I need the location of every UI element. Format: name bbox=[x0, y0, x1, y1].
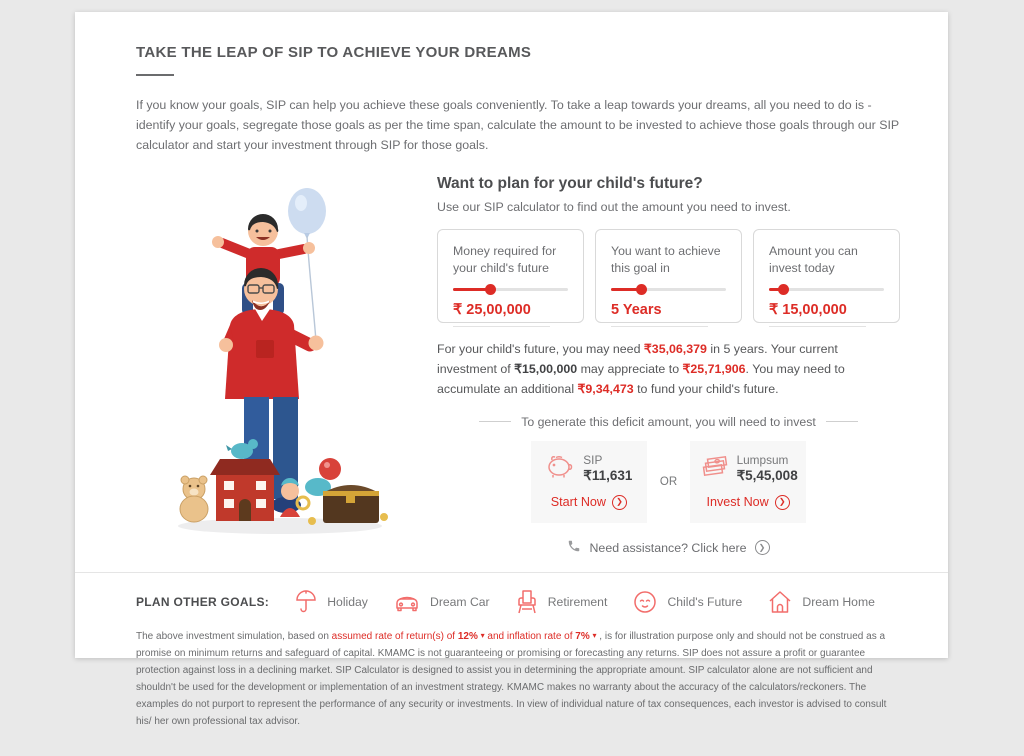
sip-calculator-panel bbox=[75, 12, 948, 728]
appreciated-amount: ₹25,71,906 bbox=[682, 362, 746, 377]
slider-card-money-required bbox=[437, 229, 584, 323]
slider-card-invest-today bbox=[753, 229, 900, 323]
arrow-right-icon: ❯ bbox=[755, 540, 770, 555]
phone-icon bbox=[567, 539, 581, 556]
disclaimer-text: The above investment simulation, based on assumed rate of return(s) of 12% ▾ and inflation rate of 7% ▾ , is for illustration purpose only and should not be construed as a promise on minimum returns and safeguard of capital. KMAMC is not guaranteeing or promising or forecasting any returns. SIP does not assure a profit or guarantee protection against loss in a declining market. SIP Calculator is designed to assist you in determining the appropriate amount. SIP calculator alone are not sufficient and shouldn't be used for the development or implementation of an investment strategy. KMAMC makes no warranty about the accuracy of the calculators/reckoners. The examples do not purport to represent the performance of any security or investments. In view of individual nature of tax consequences, each investor is advised to consult his/ her own professional tax advisor. bbox=[136, 631, 887, 728]
plan-other-goals-label: PLAN OTHER GOALS: bbox=[136, 595, 270, 610]
slider-handle[interactable] bbox=[636, 284, 647, 295]
goal-item-retirement[interactable] bbox=[515, 588, 608, 616]
divider-line bbox=[826, 421, 858, 422]
lumpsum-amount: ₹5,45,008 bbox=[736, 467, 798, 483]
home-icon bbox=[767, 589, 793, 615]
slider-label: Money required for your child's future bbox=[453, 244, 557, 276]
family-illustration bbox=[136, 169, 437, 556]
page-title: TAKE THE LEAP OF SIP TO ACHIEVE YOUR DREAMS bbox=[136, 44, 532, 61]
invest-today-slider[interactable] bbox=[769, 288, 884, 291]
child-face-icon bbox=[632, 589, 658, 615]
piggy-bank-icon bbox=[545, 453, 575, 484]
goal-years-value[interactable]: 5 Years bbox=[611, 302, 708, 327]
money-required-slider[interactable] bbox=[453, 288, 568, 291]
slider-handle[interactable] bbox=[485, 284, 496, 295]
sip-option-box bbox=[531, 441, 647, 524]
invest-options-row bbox=[437, 441, 900, 524]
inflation-rate-dropdown[interactable]: and inflation rate of 7% ▾ bbox=[484, 631, 597, 643]
goal-label: Dream Home bbox=[802, 595, 875, 610]
goal-item-dream-home[interactable] bbox=[767, 589, 874, 615]
arrow-right-icon: ❯ bbox=[612, 495, 627, 510]
cash-stack-icon bbox=[699, 453, 729, 484]
rate-of-return-dropdown[interactable]: assumed rate of return(s) of 12% ▾ bbox=[331, 631, 485, 643]
calculator-heading: Want to plan for your child's future? bbox=[437, 175, 703, 193]
intro-paragraph: If you know your goals, SIP can help you achieve these goals conveniently. To take a leap towards your dreams, all you need to do is - identify your goals, segregate those goals as per the time span, calculate the amount to be invested to achieve those goals through our SIP calculator and start your investment through SIP for those goals. bbox=[136, 98, 899, 153]
additional-amount: ₹9,34,473 bbox=[577, 381, 634, 396]
plan-other-goals-row bbox=[75, 573, 948, 620]
sip-amount: ₹11,631 bbox=[583, 467, 633, 483]
goal-item-dream-car[interactable] bbox=[393, 589, 490, 615]
invest-today-value[interactable]: ₹ 15,00,000 bbox=[769, 302, 866, 327]
slider-label: You want to achieve this goal in bbox=[611, 244, 721, 276]
arrow-right-icon: ❯ bbox=[775, 495, 790, 510]
assistance-label: Need assistance? Click here bbox=[589, 540, 747, 555]
result-summary: For your child's future, you may need ₹35,06,379 in 5 years. Your current investment of ₹15,00,000 may appreciate to ₹25,71,906. You may need to accumulate an additional ₹9,34,473 to fund your child's future. bbox=[437, 342, 845, 396]
armchair-icon bbox=[515, 588, 539, 616]
lumpsum-label: Lumpsum bbox=[736, 452, 789, 467]
chevron-down-icon: ▾ bbox=[480, 631, 485, 641]
slider-label: Amount you can invest today bbox=[769, 244, 858, 276]
money-required-value[interactable]: ₹ 25,00,000 bbox=[453, 302, 550, 327]
goal-label: Retirement bbox=[547, 595, 608, 610]
title-underline bbox=[136, 74, 174, 76]
slider-cards-row bbox=[437, 229, 900, 323]
goal-label: Dream Car bbox=[430, 595, 490, 610]
goal-item-holiday[interactable] bbox=[294, 589, 368, 615]
deficit-heading-row bbox=[437, 415, 900, 429]
lumpsum-invest-now-button[interactable]: Invest Now ❯ bbox=[706, 495, 789, 510]
divider-line bbox=[479, 421, 511, 422]
goal-years-slider[interactable] bbox=[611, 288, 726, 291]
need-assistance-link[interactable] bbox=[437, 539, 900, 556]
sip-label: SIP bbox=[583, 452, 603, 467]
umbrella-icon bbox=[294, 589, 318, 615]
goal-label: Holiday bbox=[327, 595, 368, 610]
calculator-section bbox=[437, 169, 900, 556]
car-icon bbox=[393, 589, 421, 615]
amount-needed: ₹35,06,379 bbox=[643, 342, 707, 357]
calculator-subheading: Use our SIP calculator to find out the amount you need to invest. bbox=[437, 200, 791, 215]
lumpsum-option-box bbox=[690, 441, 806, 524]
goal-item-childs-future[interactable] bbox=[632, 589, 742, 615]
slider-handle[interactable] bbox=[778, 284, 789, 295]
chevron-down-icon: ▾ bbox=[592, 631, 597, 641]
goal-label: Child's Future bbox=[667, 595, 743, 610]
deficit-heading: To generate this deficit amount, you will need to invest bbox=[521, 414, 816, 429]
or-separator: OR bbox=[659, 476, 678, 489]
sip-start-now-button[interactable]: Start Now ❯ bbox=[551, 495, 627, 510]
header-section bbox=[75, 12, 948, 155]
slider-card-goal-years bbox=[595, 229, 742, 323]
current-investment: ₹15,00,000 bbox=[514, 362, 578, 377]
